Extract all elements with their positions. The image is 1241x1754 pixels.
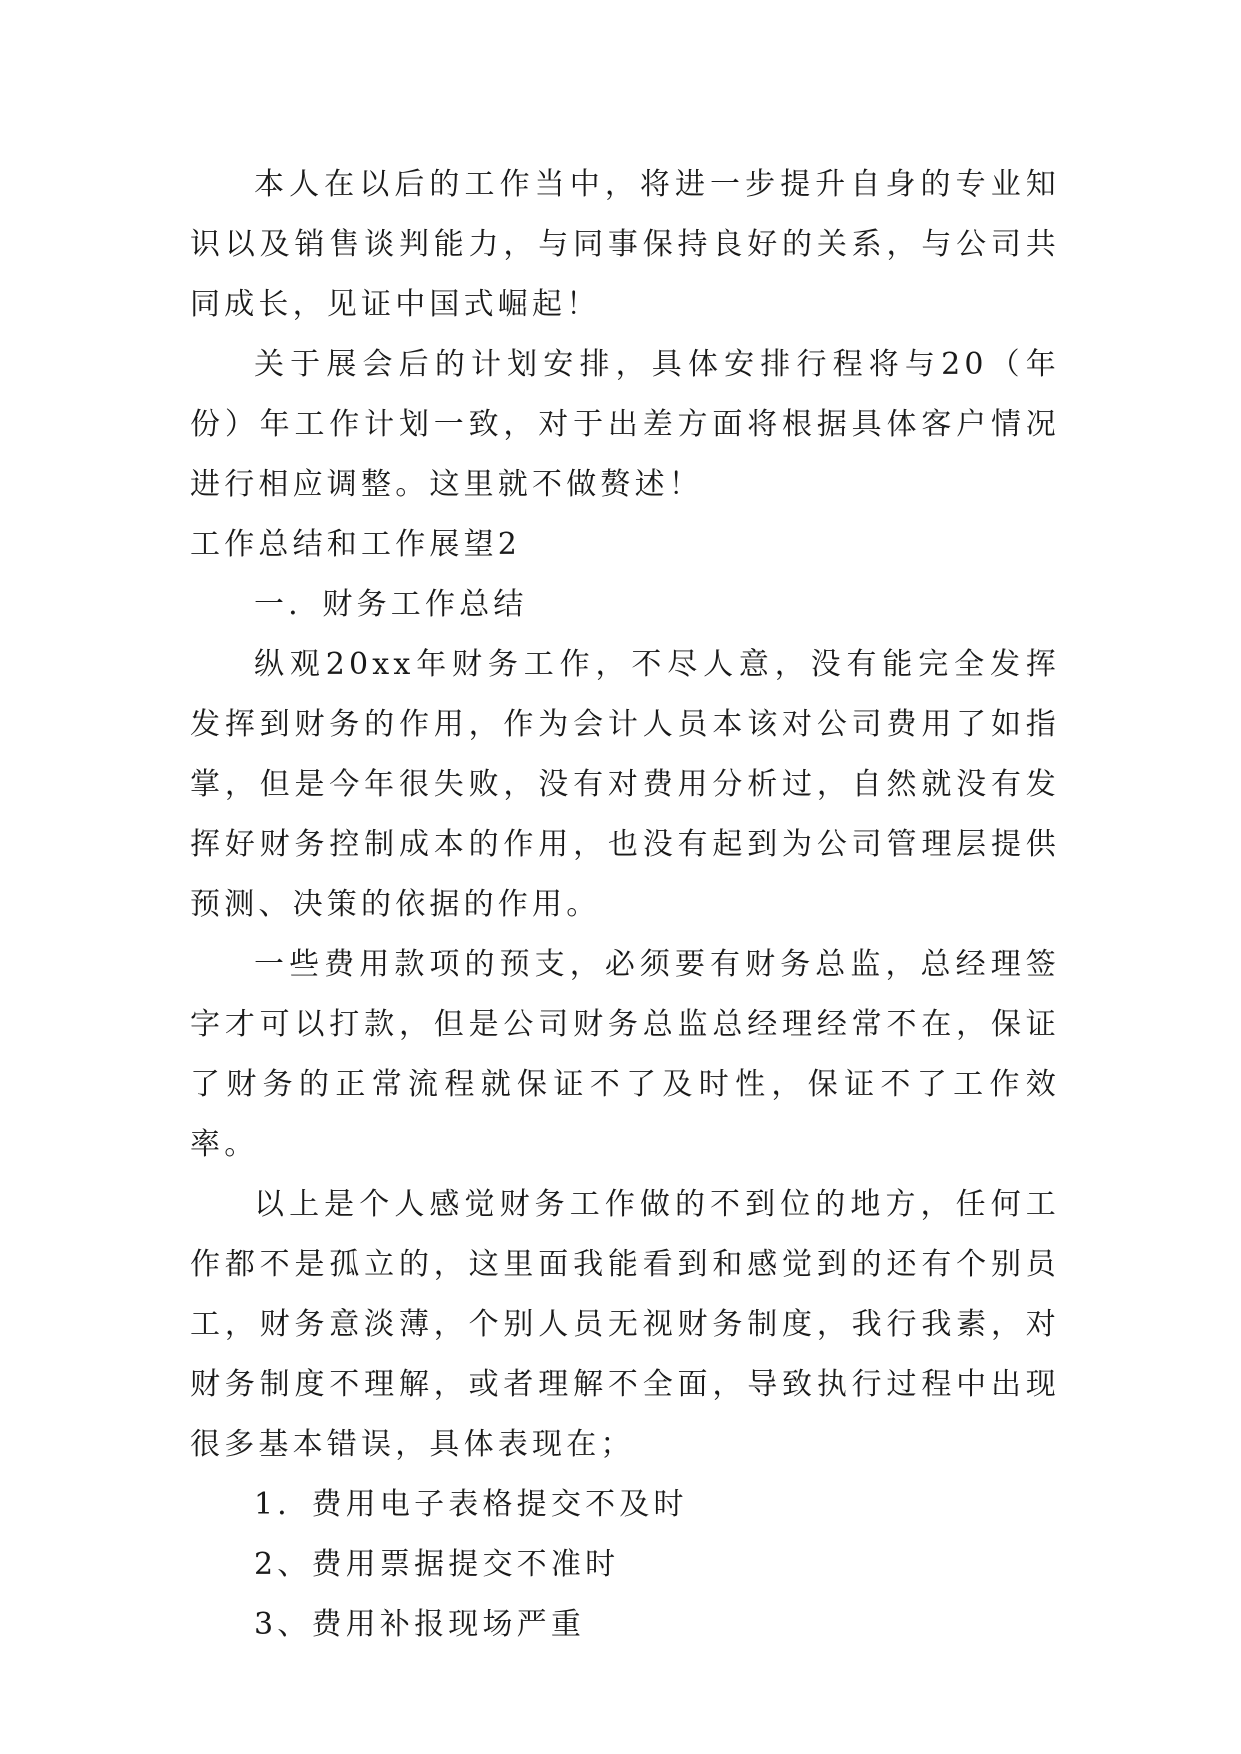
subsection-heading: 一．财务工作总结	[254, 587, 528, 622]
paragraph-post-exhibition-plan: 关于展会后的计划安排，具体安排行程将与20（年份）年工作计划一致，对于出差方面将根据具体客户情况进行相应调整。这里就不做赘述！	[190, 347, 1060, 502]
list-item: 2、费用票据提交不准时	[254, 1547, 620, 1582]
paragraph-approval-process: 一些费用款项的预支，必须要有财务总监，总经理签字才可以打款，但是公司财务总监总经理经常不在，保证了财务的正常流程就保证不了及时性，保证不了工作效率。	[190, 947, 1060, 1162]
section-heading: 工作总结和工作展望2	[190, 527, 522, 562]
list-item: 3、费用补报现场严重	[254, 1607, 586, 1642]
paragraph-growth-plan: 本人在以后的工作当中，将进一步提升自身的专业知识以及销售谈判能力，与同事保持良好的关系，与公司共同成长，见证中国式崛起！	[190, 167, 1060, 322]
paragraph-finance-review: 纵观20xx年财务工作，不尽人意，没有能完全发挥发挥到财务的作用，作为会计人员本该对公司费用了如指掌，但是今年很失败，没有对费用分析过，自然就没有发挥好财务控制成本的作用，也没有起到为公司管理层提供预测、决策的依据的作用。	[190, 647, 1060, 922]
document-body	[190, 155, 1060, 1655]
list-item: 1．费用电子表格提交不及时	[254, 1487, 688, 1522]
paragraph-shortcomings: 以上是个人感觉财务工作做的不到位的地方，任何工作都不是孤立的，这里面我能看到和感觉到的还有个别员工，财务意淡薄，个别人员无视财务制度，我行我素，对财务制度不理解，或者理解不全面，导致执行过程中出现很多基本错误，具体表现在；	[190, 1187, 1060, 1462]
